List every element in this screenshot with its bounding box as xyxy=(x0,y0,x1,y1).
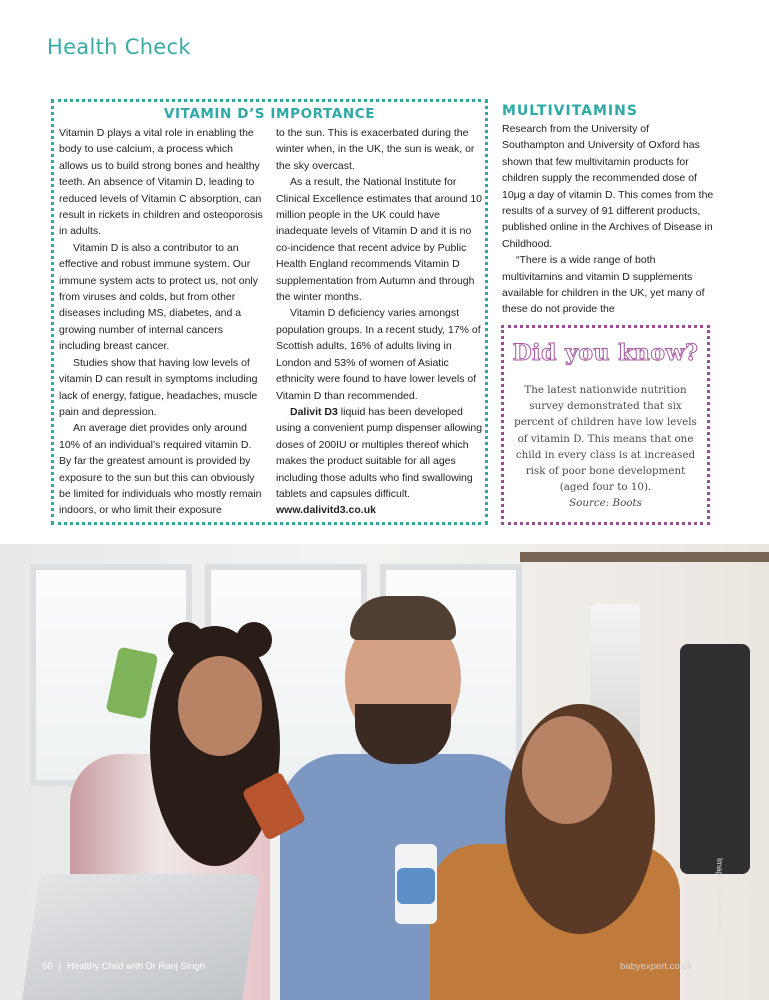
vitamin-d-paragraph xyxy=(276,404,484,502)
did-you-know-title: Did you know? xyxy=(512,340,699,366)
vitamin-d-paragraph: As a result, the National Institute for Clinical Excellence estimates that around 10 million people in the UK could have inadequate levels of Vitamin D and it is no co-incidence that recent advice by Public Health England recommends Vitamin D supplementation from Autumn and through the winter months. xyxy=(276,176,483,304)
multivitamins-paragraph: Research from the University of Southampton and University of Oxford has shown that few multivitamin products for children supply the recommended dose of 10μg a day of vitamin D. This comes from the results of a survey of 91 different products, published online in the Archives of Disease in Childhood. xyxy=(502,123,714,250)
did-you-know-source: Source: Boots xyxy=(569,497,642,510)
vitamin-d-paragraph: An average diet provides only around 10% of an individual’s required vitamin D. By far the greatest amount is provided by exposure to the sun but this can obviously be limited for individuals who mostly remain indoors, or who limit their exposure xyxy=(59,422,262,517)
multivitamins-body xyxy=(502,121,714,318)
product-description: liquid has been developed using a convenient pump dispenser allowing doses of 200IU or multiples thereof which makes the product suitable for all ages including those adults who find swallowing tablets and capsules difficult. xyxy=(276,405,483,500)
page-number: 50 xyxy=(42,961,53,972)
kitchen-shelf xyxy=(520,552,769,562)
vitamin-d-paragraph: Studies show that having low levels of vitamin D can result in symptoms including lack of energy, fatigue, headaches, muscle pain and depression. xyxy=(59,356,258,418)
vitamin-d-column-right xyxy=(276,125,484,519)
vitamin-d-paragraph: Vitamin D is also a contributor to an effective and robust immune system. Our immune system acts to protect us, not only from viruses and colds, but from other diseases including MS, diabetes, and a growing number of internal cancers including breast cancer. xyxy=(59,241,258,353)
vitamin-d-column-left xyxy=(59,125,264,519)
section-title: Health Check xyxy=(47,35,191,59)
vitamin-d-box xyxy=(51,99,488,525)
laptop xyxy=(20,874,260,1000)
girl-right-face xyxy=(522,716,612,824)
did-you-know-text xyxy=(512,382,699,512)
girl-left-hair-bun xyxy=(168,622,204,658)
family-photo xyxy=(0,544,769,1000)
white-bottle-label xyxy=(397,868,435,904)
hanging-apron xyxy=(680,644,750,874)
did-you-know-body: The latest nationwide nutrition survey demonstrated that six percent of children have low levels of vitamin D. This means that one child in every class is at increased risk of poor bone development (aged four to 10). xyxy=(514,384,697,494)
vitamin-d-title: VITAMIN D’S IMPORTANCE xyxy=(163,106,376,122)
product-url-link[interactable]: www.dalivitd3.co.uk xyxy=(276,504,376,517)
man-hair xyxy=(350,596,456,640)
girl-left-face xyxy=(178,656,262,756)
vitamin-d-paragraph: Vitamin D plays a vital role in enabling the body to use calcium, a process which allows us to build strong bones and healthy teeth. An absence of Vitamin D, leading to reduced levels of Vitamin C absorption, can result in rickets in children and osteoporosis in adults. xyxy=(59,127,263,238)
vitamin-d-paragraph: Vitamin D deficiency varies amongst population groups. In a recent study, 17% of Scottish adults, 16% of adults living in London and 53% of women of Asiatic ethnicity were found to have lower levels of Vitamin D than recommended. xyxy=(276,307,481,402)
product-name: Dalivit D3 xyxy=(290,405,338,418)
did-you-know-box xyxy=(501,325,710,525)
footer-separator: | xyxy=(58,961,62,972)
footer-url-link[interactable]: babyexpert.co.uk xyxy=(620,961,693,972)
girl-left-hair-bun xyxy=(236,622,272,658)
multivitamins-title: MULTIVITAMINS xyxy=(502,103,638,119)
vitamin-d-paragraph: to the sun. This is exacerbated during the winter when, in the UK, the sun is weak, or the sky overcast. xyxy=(276,127,475,172)
image-credit: Images: Dreamstime xyxy=(715,858,724,932)
publication-name: Healthy Child with Dr Ranj Singh xyxy=(67,961,205,972)
multivitamins-paragraph: “There is a wide range of both multivitamins and vitamin D supplements available for children in the UK, yet many of these do not provide the xyxy=(502,254,705,316)
page-footer xyxy=(42,961,205,972)
